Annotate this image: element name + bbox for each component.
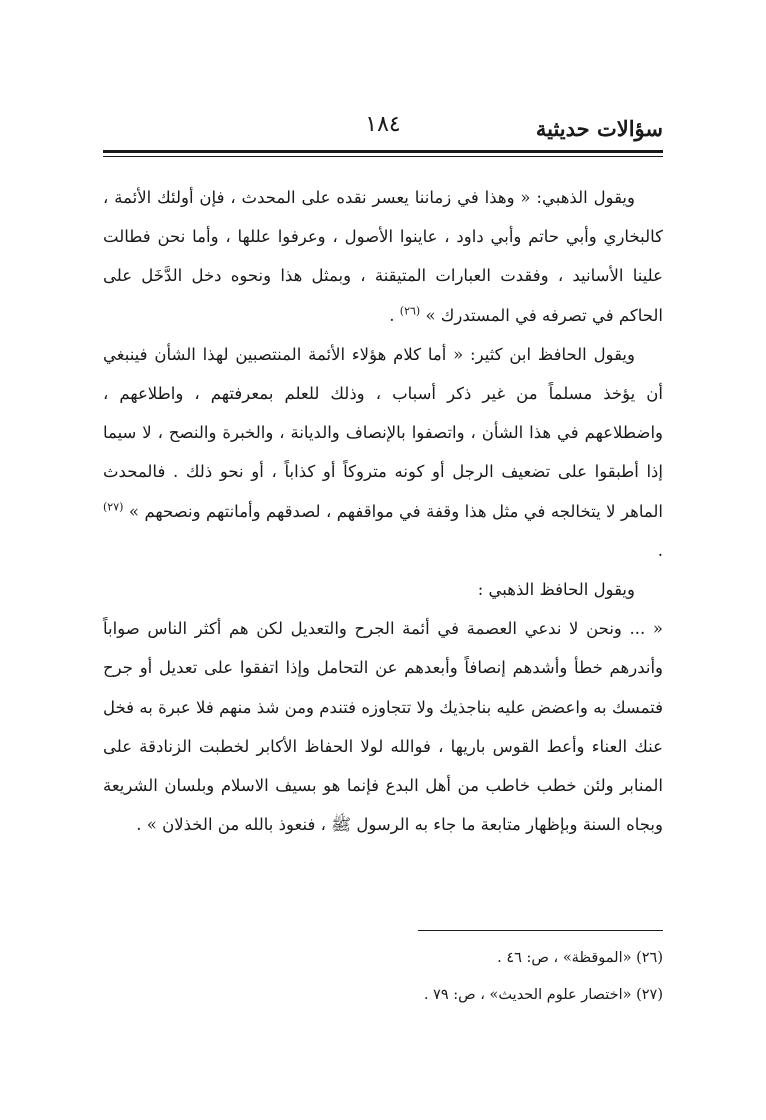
paragraph-ibn-kathir-quote bbox=[103, 335, 663, 570]
paragraph-tail: . bbox=[657, 540, 663, 560]
main-text bbox=[103, 178, 663, 844]
running-title: سؤالات حديثية bbox=[535, 116, 663, 141]
header-rule-thick bbox=[103, 150, 663, 153]
footnote-separator bbox=[418, 930, 663, 931]
paragraph-text: ويقول الحافظ الذهبي : bbox=[477, 580, 635, 600]
footnote-mark-26: (٢٦) bbox=[399, 304, 421, 318]
paragraph-dhahabi-long-quote bbox=[103, 609, 663, 844]
paragraph-text: « ... ونحن لا ندعي العصمة في أئمة الجرح والتعديل لكن هم أكثر الناس صواباً وأندرهم خطأ وأشدهم إنصافاً وأبعدهم عن التحامل وإذا اتفقوا على تعديل أو جرح فتمسك به واعضض عليه بناجذيك ولا تتجاوزه فتندم ومن شذ منهم فلا عبرة به فخل عنك العناء وأعط القوس باريها ، فوالله لولا الحفاظ الأكابر لخطبت الزنادقة على المنابر ولئن خطب خاطب من أهل البدع فإنما هو بسيف الاسلام وبلسان الشريعة وبجاه السنة وبإظهار متابعة ما جاء به الرسول ﷺ ، فنعوذ بالله من الخذلان » . bbox=[103, 619, 663, 835]
footnote-mark-27: (٢٧) bbox=[103, 500, 124, 514]
footnotes bbox=[103, 940, 663, 1014]
page-number: ١٨٤ bbox=[365, 112, 401, 137]
header-rule-thin bbox=[103, 156, 663, 157]
footnote-27: (٢٧) «اختصار علوم الحديث» ، ص: ٧٩ . bbox=[423, 987, 663, 1003]
paragraph-dhahabi-intro bbox=[103, 570, 663, 609]
footnote-26: (٢٦) «الموقظة» ، ص: ٤٦ . bbox=[497, 950, 663, 966]
page-header bbox=[103, 112, 663, 152]
paragraph-tail: . bbox=[389, 305, 400, 325]
paragraph-text: ويقول الحافظ ابن كثير: « أما كلام هؤلاء الأئمة المنتصبين لهذا الشأن فينبغي أن يؤخذ مسلماً من غير ذكر أسباب ، وذلك للعلم بمعرفتهم ، واطلاعهم ، واضطلاعهم في هذا الشأن ، واتصفوا بالإنصاف والديانة ، والخبرة والنصح ، لا سيما إذا أطبقوا على تضعيف الرجل أو كونه متروكاً أو كذاباً ، أو نحو ذلك . فالمحدث الماهر لا يتخالجه في مثل هذا وقفة في مواقفهم ، لصدقهم وأمانتهم ونصحهم » bbox=[103, 344, 663, 521]
paragraph-dhahabi-quote bbox=[103, 178, 663, 335]
paragraph-text: ويقول الذهبي: « وهذا في زماننا يعسر نقده على المحدث ، فإن أولئك الأئمة ، كالبخاري وأبي حاتم وأبي داود ، عاينوا الأصول ، وعرفوا عللها ، وأما نحن فطالت علينا الأسانيد ، وفقدت العبارات المتيقنة ، وبمثل هذا ونحوه دخل الدَّخَل على الحاكم في تصرفه في المستدرك » bbox=[103, 188, 663, 325]
